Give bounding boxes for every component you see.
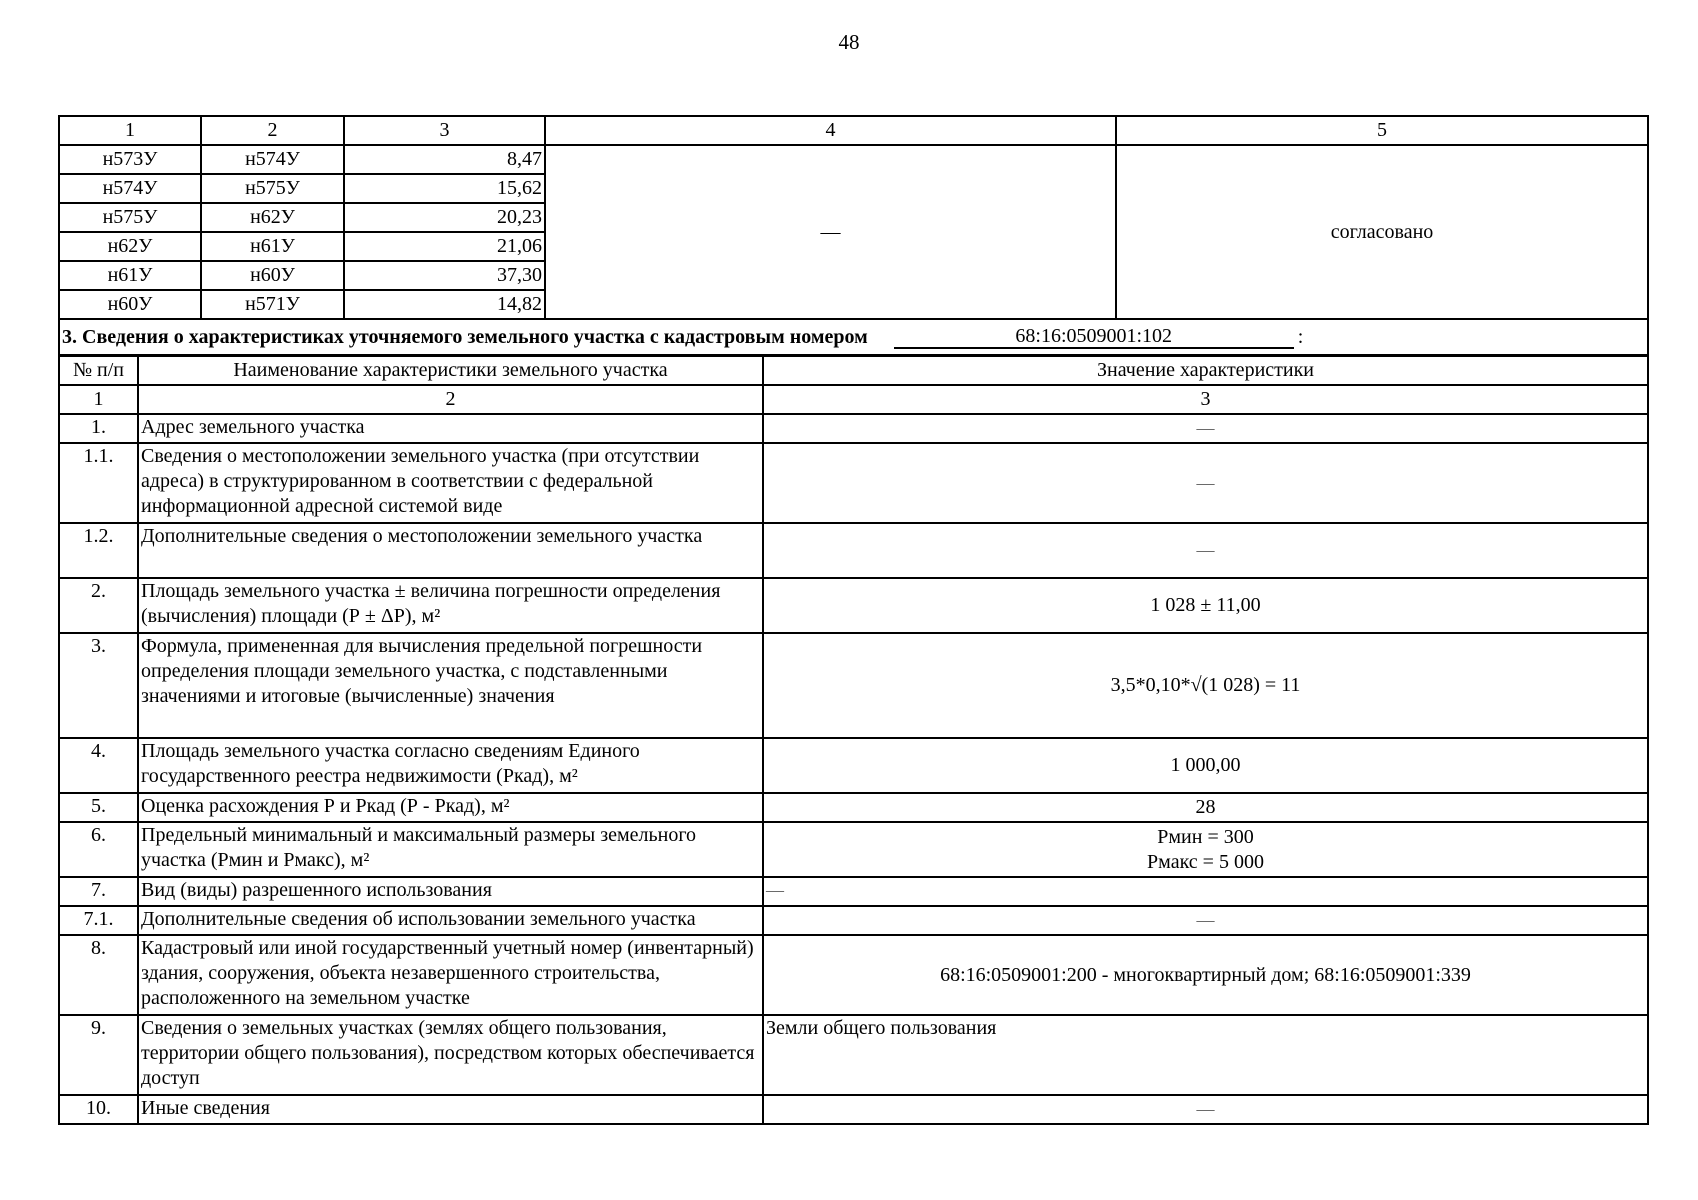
value-text: Рмакс = 5 000 <box>1147 850 1264 873</box>
table-row <box>59 443 1648 523</box>
characteristic-value <box>763 633 1648 738</box>
table-header-row <box>59 356 1648 385</box>
distance: 21,06 <box>344 232 545 261</box>
value-text: — <box>1196 540 1215 560</box>
characteristic-name: Вид (виды) разрешенного использования <box>138 877 763 906</box>
table-row <box>59 822 1648 877</box>
table-row <box>59 793 1648 822</box>
characteristic-value <box>763 877 1648 906</box>
row-number: 7.1. <box>59 906 138 935</box>
point-from: н61У <box>59 261 201 290</box>
column-number: 1 <box>59 385 138 414</box>
characteristic-value <box>763 414 1648 443</box>
row-number: 10. <box>59 1095 138 1124</box>
characteristic-name: Оценка расхождения Р и Ркад (Р - Ркад), м² <box>138 793 763 822</box>
characteristic-name: Сведения о местоположении земельного участка (при отсутствии адреса) в структурированном в соответствии с федеральной информационной адресной системой виде <box>138 443 763 523</box>
value-text: — <box>1196 472 1215 493</box>
table-row <box>59 414 1648 443</box>
section-title: 3. Сведения о характеристиках уточняемого земельного участка с кадастровым номером <box>62 325 868 348</box>
header-cell: 5 <box>1116 116 1648 145</box>
value-text: — <box>1196 1099 1215 1119</box>
boundary-table <box>58 115 1649 356</box>
distance: 20,23 <box>344 203 545 232</box>
characteristic-value <box>763 1015 1648 1095</box>
row-number: 5. <box>59 793 138 822</box>
value-text: Рмин = 300 <box>1157 825 1254 848</box>
table-row <box>59 523 1648 578</box>
value-text: 1 000,00 <box>1170 754 1241 776</box>
header-cell: 1 <box>59 116 201 145</box>
row-number: 8. <box>59 935 138 1015</box>
distance: 14,82 <box>344 290 545 319</box>
value-text: — <box>766 880 784 900</box>
value-text: 3,5*0,10*√(1 028) = 11 <box>1110 674 1301 696</box>
row-number: 1.2. <box>59 523 138 578</box>
distance: 37,30 <box>344 261 545 290</box>
point-from: н60У <box>59 290 201 319</box>
col4-value: — <box>545 145 1116 319</box>
distance: 15,62 <box>344 174 545 203</box>
characteristic-name: Формула, примененная для вычисления предельной погрешности определения площади земельного участка, с подставленными значениями и итоговые (вычисленные) значения <box>138 633 763 738</box>
characteristic-value <box>763 738 1648 793</box>
point-from: н573У <box>59 145 201 174</box>
table-row <box>59 738 1648 793</box>
row-number: 1.1. <box>59 443 138 523</box>
value-text: 1 028 ± 11,00 <box>1150 594 1261 616</box>
characteristic-name: Сведения о земельных участках (землях общего пользования, территории общего пользования), посредством которых обеспечивается доступ <box>138 1015 763 1095</box>
point-from: н62У <box>59 232 201 261</box>
table-row <box>59 633 1648 738</box>
header-cell: 3 <box>344 116 545 145</box>
table-row <box>59 578 1648 633</box>
row-number: 4. <box>59 738 138 793</box>
table-header-row <box>59 116 1648 145</box>
characteristic-name: Дополнительные сведения о местоположении земельного участка <box>138 523 763 578</box>
point-to: н60У <box>201 261 344 290</box>
column-number: 2 <box>138 385 763 414</box>
point-to: н571У <box>201 290 344 319</box>
table-row <box>59 145 1648 174</box>
table-row <box>59 906 1648 935</box>
header-cell: 4 <box>545 116 1116 145</box>
characteristic-name: Площадь земельного участка ± величина погрешности определения (вычисления) площади (Р ± ΔР), м² <box>138 578 763 633</box>
characteristic-name: Дополнительные сведения об использовании земельного участка <box>138 906 763 935</box>
row-number: 2. <box>59 578 138 633</box>
characteristic-value <box>763 822 1648 877</box>
row-number: 9. <box>59 1015 138 1095</box>
value-text: — <box>1196 418 1215 438</box>
section-title-row <box>59 319 1648 355</box>
column-number-row <box>59 385 1648 414</box>
colon: : <box>1297 325 1304 348</box>
characteristic-value <box>763 906 1648 935</box>
value-text: 28 <box>1195 796 1216 818</box>
header-cell: 2 <box>201 116 344 145</box>
point-from: н575У <box>59 203 201 232</box>
characteristic-value <box>763 523 1648 578</box>
point-to: н61У <box>201 232 344 261</box>
row-number: 7. <box>59 877 138 906</box>
header-cell: № п/п <box>59 356 138 385</box>
table-row <box>59 877 1648 906</box>
table-row <box>59 1015 1648 1095</box>
approval-status: согласовано <box>1116 145 1648 319</box>
characteristic-value <box>763 935 1648 1015</box>
row-number: 1. <box>59 414 138 443</box>
point-from: н574У <box>59 174 201 203</box>
characteristic-value <box>763 443 1648 523</box>
characteristic-name: Кадастровый или иной государственный учетный номер (инвентарный) здания, сооружения, объекта незавершенного строительства, расположенного на земельном участке <box>138 935 763 1015</box>
point-to: н574У <box>201 145 344 174</box>
column-number: 3 <box>763 385 1648 414</box>
characteristic-name: Иные сведения <box>138 1095 763 1124</box>
characteristic-value <box>763 1095 1648 1124</box>
value-text: Земли общего пользования <box>766 1017 997 1039</box>
characteristics-table <box>58 355 1649 1125</box>
header-cell: Значение характеристики <box>763 356 1648 385</box>
value-text: — <box>1196 910 1215 930</box>
characteristic-value <box>763 793 1648 822</box>
distance: 8,47 <box>344 145 545 174</box>
characteristic-name: Предельный минимальный и максимальный размеры земельного участка (Рмин и Рмакс), м² <box>138 822 763 877</box>
point-to: н62У <box>201 203 344 232</box>
header-cell: Наименование характеристики земельного участка <box>138 356 763 385</box>
row-number: 3. <box>59 633 138 738</box>
characteristic-value <box>763 578 1648 633</box>
table-row <box>59 935 1648 1015</box>
cadastral-number: 68:16:0509001:102 <box>894 325 1294 349</box>
point-to: н575У <box>201 174 344 203</box>
characteristic-name: Площадь земельного участка согласно сведениям Единого государственного реестра недвижимости (Ркад), м² <box>138 738 763 793</box>
row-number: 6. <box>59 822 138 877</box>
section-title-cell <box>59 319 1648 355</box>
characteristic-name: Адрес земельного участка <box>138 414 763 443</box>
table-row <box>59 1095 1648 1124</box>
page-number: 48 <box>838 30 860 54</box>
value-text: 68:16:0509001:200 - многоквартирный дом; 68:16:0509001:339 <box>940 963 1471 986</box>
